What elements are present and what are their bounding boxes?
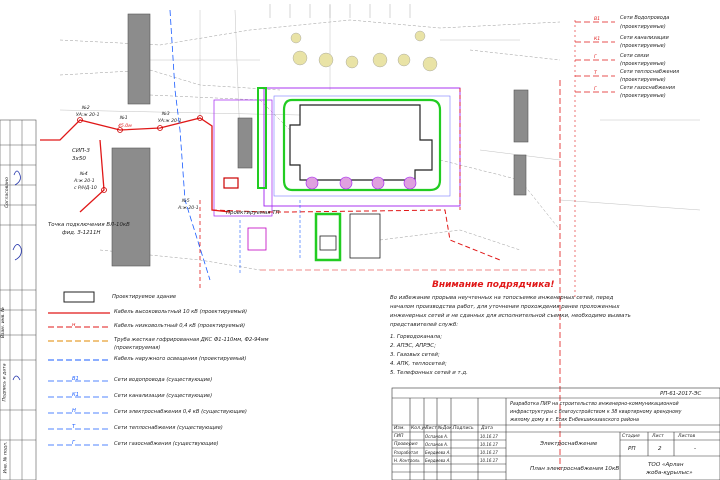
legend-item: Труба жесткая гофрированная ДКС Ф1-110мм, Ф2-94мм	[114, 337, 269, 343]
head-cell: Дата	[481, 426, 493, 431]
legend-label: Сети теплоснабжения	[620, 69, 680, 75]
legend-sub: (проектируемые)	[620, 24, 666, 30]
head-cell: Изм.	[394, 426, 405, 431]
legend-item: Сети канализации (существующие)	[114, 393, 213, 399]
tp-box	[224, 178, 238, 188]
doc-code: РП-61-2017-ЭС	[660, 391, 702, 397]
pole-sub: А:ж 20-1	[74, 179, 95, 184]
stamp-label: Инв. № подл.	[3, 441, 9, 474]
existing-building	[112, 148, 150, 266]
legend-item: Кабель высоковольтный 10 кВ (проектируемый)	[114, 309, 248, 315]
legend-code: Н	[72, 408, 76, 414]
legend-label: Сети канализации	[620, 35, 669, 41]
legend-code: Т	[594, 71, 597, 76]
date: 10.16.17	[480, 450, 498, 455]
person: Бердиева А.	[425, 458, 451, 463]
cable-label: СИП-3	[72, 148, 90, 154]
pole-label: №3	[162, 112, 170, 117]
sheet-header: Лист	[652, 434, 664, 439]
doc-desc: Разработка ПИР на строительство инженерно-коммуникационной	[510, 402, 679, 407]
note-line: 3. Газовых сетей;	[390, 352, 440, 358]
legend-item: Кабель наружного освещения (проектируемый)	[114, 356, 247, 362]
legend-item: Сети газоснабжения (существующие)	[114, 441, 219, 447]
stamp-label: Подпись и дата	[2, 363, 8, 402]
legend-code: Г	[594, 87, 597, 92]
tp-label: Проектируемая ТП	[226, 210, 280, 216]
legend-item: Кабель низковольтный 0,4 кВ (проектируемый)	[114, 323, 246, 329]
role: Н. Контроль	[394, 458, 420, 463]
pole-label: №1	[120, 116, 128, 121]
sheets-header: Листов	[678, 434, 696, 439]
pole-label: №4	[80, 172, 88, 177]
legend-label: Сети газоснабжения	[620, 85, 675, 91]
date: 10.16.17	[480, 434, 498, 439]
company-name: жоба-құрылыс»	[646, 470, 693, 476]
person: Бердиева А.	[425, 450, 451, 455]
legend-code: н	[72, 322, 76, 328]
pole-sub: А:ж 20-1	[178, 206, 199, 211]
legend-code: Г	[594, 55, 597, 60]
pole-label: №5	[182, 199, 190, 204]
note-line: Во избежание прорыва неучтенных на топосъемке инженерных сетей, перед	[390, 295, 614, 301]
connection-sub: фид. З-1211Н	[62, 230, 101, 236]
legend-label: Сети связи	[620, 53, 649, 59]
sheets-value: -	[694, 446, 697, 452]
legend-sub: (проектируемые)	[620, 93, 666, 99]
person: Оспанов А.	[425, 442, 449, 447]
company-name: ТОО «Арлан	[648, 462, 684, 468]
pole-sub: с Р/НД-10	[74, 186, 97, 191]
person: Оспанов А.	[425, 434, 449, 439]
legend-code: В1	[594, 17, 601, 22]
note-line: инженерных сетей и не сданных для исполнительной съемки, необходимо вызвать	[390, 313, 631, 319]
sheet-title: План электроснабжения 10кВ	[530, 466, 620, 472]
pole-label: №2	[82, 106, 90, 111]
role: ГИП	[394, 434, 404, 439]
connection-label: Точка подключения ВЛ-10кВ	[48, 222, 130, 228]
head-cell: №Док.	[438, 426, 454, 431]
projected-building	[290, 105, 432, 180]
legend-item-sub: (проектируемая)	[114, 345, 161, 351]
legend-code: К1	[594, 37, 601, 42]
note-line: началом производства работ, для уточнения прохождения ранее проложенных	[390, 304, 620, 310]
pole-sub: УА:ж 20-1	[158, 119, 182, 124]
legend-code: К1	[72, 392, 79, 398]
legend-code: Г	[72, 440, 75, 446]
note-line: 4. АПК, теплосетей;	[390, 361, 447, 367]
stage-header: Стадия	[622, 434, 640, 439]
existing-building	[128, 14, 150, 104]
doc-desc: жилому дому в г. Есик Енбекшиказахского района	[510, 418, 639, 423]
stamp-label: Взам. инв. №	[1, 306, 7, 339]
note-title: Внимание подрядчика!	[432, 280, 555, 290]
legend-item: Сети теплоснабжения (существующие)	[114, 425, 223, 431]
sheet-value: 2	[658, 446, 662, 452]
pole-sub: УА:ж 20-1	[76, 113, 100, 118]
section-name: Электроснабжение	[540, 441, 598, 447]
legend-sub: (проектируемые)	[620, 61, 666, 67]
role: Разработал	[394, 450, 419, 455]
date: 10.16.17	[480, 442, 498, 447]
head-cell: Подпись	[453, 426, 474, 431]
date: 10.16.17	[480, 458, 498, 463]
legend-item: Сети водопровода (существующие)	[114, 377, 213, 383]
note-line: представителей служб:	[390, 322, 459, 328]
legend-label: Сети Водопровода	[620, 15, 670, 21]
legend-item: Проектируемое здание	[112, 294, 177, 300]
note-line: 2. АПЭС, АПРЭС;	[390, 343, 436, 349]
doc-desc: инфраструктуры с благоустройством к 38 квартирному арендному	[510, 410, 682, 415]
role: Проверил	[394, 442, 418, 447]
legend-sub: (проектируемые)	[620, 77, 666, 83]
legend-code: Т	[72, 424, 76, 430]
stamp-label: Согласовано	[4, 177, 10, 208]
note-line: 1. Горводоканала;	[390, 334, 443, 340]
legend-code: В1	[72, 376, 79, 382]
stage-value: РП	[628, 446, 636, 452]
cable-sub: 3х50	[72, 156, 86, 162]
head-cell: Кол.уч	[411, 426, 427, 431]
legend-item: Сети электроснабжения 0,4 кВ (существующие)	[114, 409, 247, 415]
head-cell: Лист	[425, 426, 437, 431]
legend-sub: (проектируемые)	[620, 43, 666, 49]
note-line: 5. Телефонных сетей и т.д.	[390, 370, 468, 376]
distance-label: 45.0м	[118, 124, 132, 129]
